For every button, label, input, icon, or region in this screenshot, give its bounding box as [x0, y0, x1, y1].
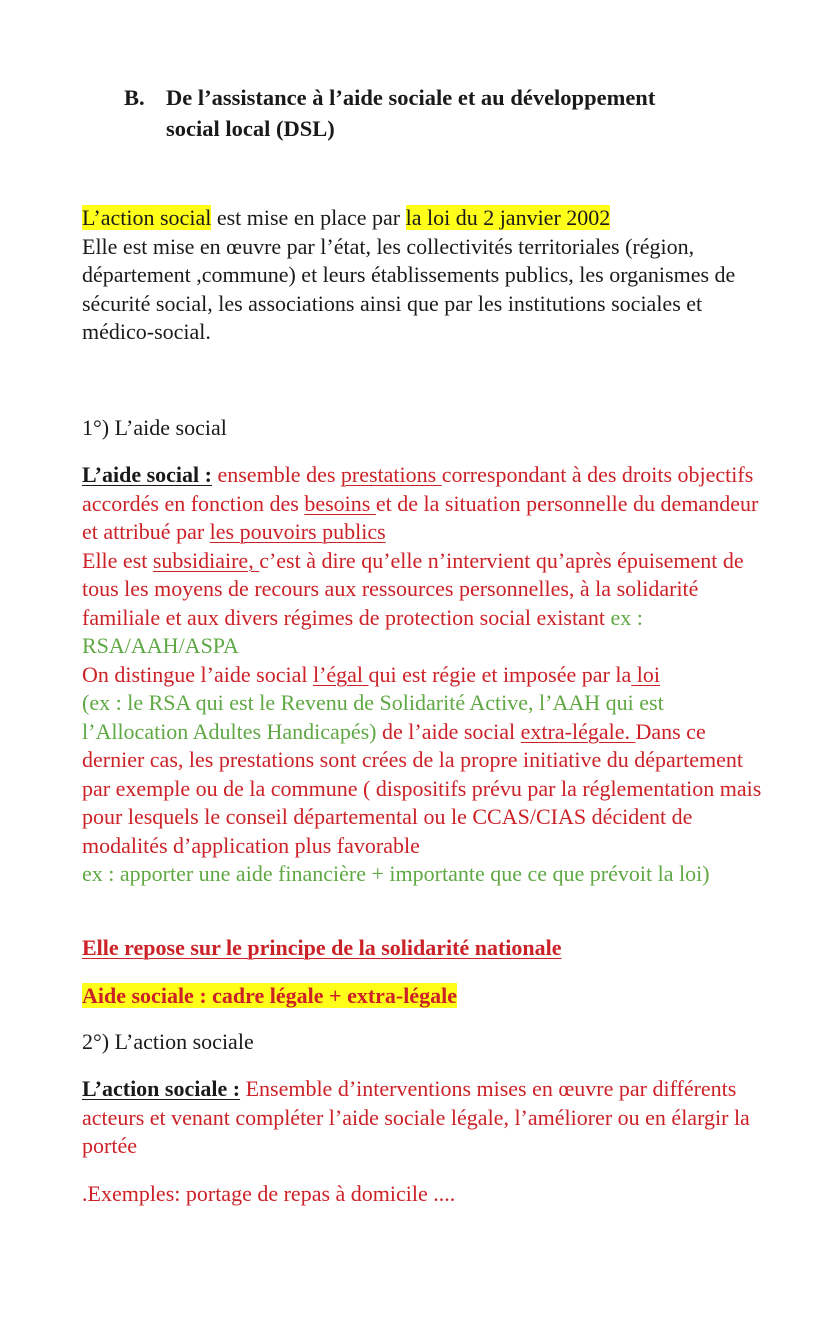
action-sociale-definition — [82, 1075, 762, 1161]
intro-body: Elle est mise en œuvre par l’état, les collectivités territoriales (région, département ,commune) et leurs établissements publics, les organismes de sécurité social, les associations ainsi que par les institutions sociales et médico-social. — [82, 233, 736, 344]
underline-prestations: prestations — [340, 462, 442, 487]
example-rsa-aah-aspa: ex : RSA/AAH/ASPA — [82, 604, 643, 658]
principle-statement: Elle repose sur le principe de la solidarité nationale — [82, 935, 562, 960]
heading-line-2: social local (DSL) — [166, 116, 335, 141]
example-rsa-aah: (ex : le RSA qui est le Revenu de Solidarité Active, l’AAH qui est l’Allocation Adultes Handicapés) — [82, 690, 664, 744]
definition-paragraph — [82, 461, 762, 547]
action-def-text: Ensemble d’interventions mises en œuvre par différents acteurs et venant compléter l’aide sociale légale, l’améliorer ou en élargir la portée — [82, 1076, 750, 1158]
term-aide-social: L’aide social : — [82, 462, 212, 487]
intro-paragraph — [82, 204, 762, 347]
distinction-text-4: Dans ce dernier cas, les prestations sont crées de la propre initiative du département par exemple ou de la commune ( dispositifs prévu par la réglementation mais pour lesquels le conseil départemental ou le CCAS/CIAS décident de modalités d’application plus favorable — [82, 718, 762, 858]
subsidiary-text-2: c’est à dire qu’elle n’intervient qu’après épuisement de tous les moyens de recours aux ressources personnelles, à la solidarité familiale et aux divers régimes de protection social existant — [82, 547, 744, 630]
intro-text: est mise en place par — [211, 205, 406, 230]
examples-line: .Exemples: portage de repas à domicile .... — [82, 1181, 456, 1206]
example-aide-financiere: ex : apporter une aide financière + importante que ce que prévoit la loi) — [82, 861, 710, 886]
underline-legal: l’égal — [312, 661, 369, 687]
action-definition-paragraph — [82, 1075, 762, 1161]
underline-loi: loi — [631, 661, 660, 687]
underline-pouvoirs-publics: les pouvoirs publics — [209, 519, 386, 544]
heading-line-1: De l’assistance à l’aide sociale et au développement — [166, 85, 656, 110]
underline-besoins: besoins — [304, 490, 376, 516]
term-action-sociale: L’action sociale : — [82, 1076, 241, 1101]
aide-social-definition — [82, 461, 762, 889]
underline-extra-legale: extra-légale. — [520, 718, 636, 744]
section-1-title: 1°) L’aide social — [82, 415, 227, 440]
intro-first-line — [82, 204, 762, 233]
legal-distinction-paragraph — [82, 661, 762, 889]
def-text-2: correspondant à des droits objectifs accordés en fonction des — [82, 462, 754, 516]
highlight-action-social: L’action social — [82, 205, 212, 230]
distinction-text-1: On distingue l’aide social — [82, 661, 313, 687]
highlight-law-date: la loi du 2 janvier 2002 — [405, 205, 611, 230]
subsidiary-text-1: Elle est — [82, 547, 153, 573]
distinction-text-3: de l’aide social — [376, 718, 521, 744]
heading-number: B. — [124, 85, 145, 110]
section-2-title: 2°) L’action sociale — [82, 1029, 254, 1054]
def-text-3: et de la situation personnelle du demandeur et attribué par — [82, 490, 759, 544]
def-text-1: ensemble des — [211, 462, 341, 487]
heading-text — [166, 82, 766, 144]
underline-subsidiaire: subsidiaire, — [152, 547, 260, 573]
subsidiary-paragraph — [82, 547, 762, 661]
aide-sociale-frame — [82, 982, 457, 1010]
distinction-text-2: qui est régie et imposée par la — [368, 661, 632, 687]
highlight-frame: Aide sociale : cadre légale + extra-légale — [82, 983, 457, 1008]
